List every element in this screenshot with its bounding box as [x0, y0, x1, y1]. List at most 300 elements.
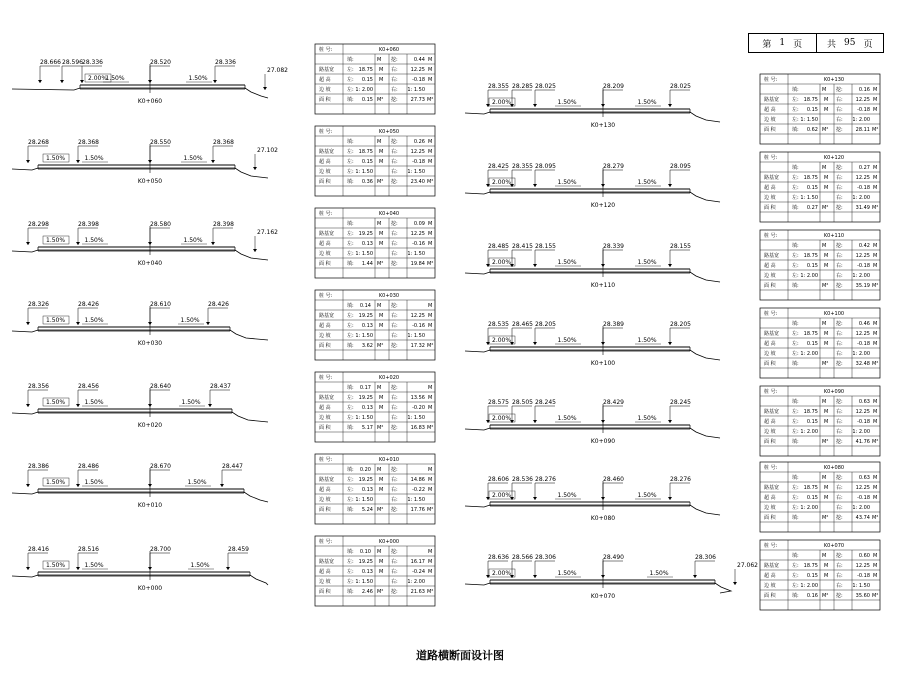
table-superelevation-right: -0.18 — [412, 159, 425, 165]
elevation-label: 28.456 — [78, 383, 99, 390]
table-cut-value: 0.44 — [413, 57, 425, 63]
grade-left-label: 1.50% — [46, 479, 66, 486]
table-left-label: 左: — [792, 341, 799, 347]
table-stake-label: 桩 号: — [764, 77, 778, 83]
station-label: K0+110 — [590, 282, 616, 289]
section-table — [760, 308, 880, 378]
table-fill-value: 0.20 — [359, 467, 371, 473]
elevation-label: 28.425 — [488, 163, 509, 170]
table-side-slope-label: 边 坡 — [764, 273, 776, 279]
elevation-label: 28.245 — [535, 399, 556, 406]
table-superelevation-label: 超 高 — [319, 77, 331, 83]
table-roadbed-left: 18.75 — [358, 149, 373, 155]
ground-line — [465, 192, 720, 202]
grade-left-label: 2.00% — [492, 415, 512, 422]
table-right-label: 右: — [836, 273, 843, 279]
table-cut-label: 挖: — [836, 553, 843, 559]
table-side-slope-label: 边 坡 — [319, 251, 331, 257]
grade-right-label: 1.50% — [637, 179, 657, 186]
table-side-slope-right: 1: 1.50 — [407, 87, 425, 93]
table-side-slope-left: 1: 2.00 — [800, 273, 818, 279]
table-unit: M — [377, 221, 382, 227]
page-prefix: 第 — [762, 39, 772, 50]
elevation-arrow — [76, 160, 80, 163]
table-left-label: 左: — [792, 419, 799, 425]
table-stake-value: K0+010 — [378, 457, 400, 463]
elevation-label: 28.610 — [150, 301, 171, 308]
table-unit: M — [824, 485, 829, 491]
table-right-label: 右: — [836, 351, 843, 357]
table-area-fill: 0.16 — [806, 593, 818, 599]
elevation-label: 28.368 — [213, 139, 234, 146]
table-unit: M — [428, 313, 433, 319]
table-superelevation-right: -0.18 — [857, 263, 870, 269]
cross-section-k0-100 — [465, 321, 720, 367]
elevation-label: 28.490 — [603, 554, 624, 561]
table-right-label: 右: — [836, 195, 843, 201]
table-left-label: 左: — [792, 351, 799, 357]
table-area-fill: 1.44 — [361, 261, 373, 267]
table-cut-label: 挖: — [391, 179, 398, 185]
elevation-arrow — [211, 242, 215, 245]
elevation-label: 28.336 — [215, 59, 236, 66]
table-unit: M — [428, 385, 433, 391]
table-right-label: 右: — [836, 263, 843, 269]
table-superelevation-left: 0.15 — [361, 77, 373, 83]
table-area-fill: 0.62 — [806, 127, 818, 133]
table-area-cut: 43.74 — [855, 515, 870, 521]
station-label: K0+090 — [590, 438, 616, 445]
table-right-label: 右: — [391, 323, 398, 329]
elevation-label: 28.575 — [488, 399, 509, 406]
table-stake-value: K0+060 — [378, 47, 400, 53]
table-fill-label: 填: — [792, 87, 799, 93]
table-area-label: 面 积 — [319, 179, 331, 185]
table-unit: M — [377, 467, 382, 473]
elevation-arrow — [26, 484, 30, 487]
table-cut-label: 挖: — [391, 97, 398, 103]
table-side-slope-left: 1: 1.50 — [355, 251, 373, 257]
ground-line — [465, 583, 731, 593]
table-unit: M — [824, 563, 829, 569]
table-roadbed-right: 12.25 — [855, 175, 870, 181]
table-left-label: 左: — [347, 559, 354, 565]
elevation-arrow — [26, 242, 30, 245]
table-superelevation-left: 0.13 — [361, 487, 373, 493]
elevation-arrow — [668, 104, 672, 107]
elevation-arrow — [668, 342, 672, 345]
table-fill-label: 填: — [792, 361, 799, 367]
elevation-label: 28.416 — [28, 546, 49, 553]
elevation-label: 28.666 — [40, 59, 61, 66]
table-right-label: 右: — [836, 331, 843, 337]
table-side-slope-label: 边 坡 — [764, 117, 776, 123]
table-superelevation-left: 0.15 — [806, 185, 818, 191]
table-unit: M² — [427, 97, 434, 103]
table-unit: M — [428, 487, 433, 493]
table-roadbed-left: 19.25 — [358, 477, 373, 483]
table-unit: M² — [822, 283, 829, 289]
elevation-arrow — [601, 184, 605, 187]
elevation-arrow — [148, 242, 152, 245]
table-roadbed-label: 路基宽 — [319, 313, 335, 319]
elevation-arrow — [148, 404, 152, 407]
table-right-label: 右: — [391, 87, 398, 93]
table-unit: M — [428, 159, 433, 165]
table-stake-value: K0+120 — [823, 155, 845, 161]
table-unit: M² — [872, 515, 879, 521]
station-label: K0+060 — [137, 98, 163, 105]
table-unit: M — [824, 341, 829, 347]
table-left-label: 左: — [347, 405, 354, 411]
grade-mid-label: 1.50% — [84, 562, 104, 569]
table-unit: M — [822, 475, 827, 481]
table-area-label: 面 积 — [319, 425, 331, 431]
table-fill-label: 填: — [347, 139, 354, 145]
table-superelevation-label: 超 高 — [319, 569, 331, 575]
table-area-label: 面 积 — [319, 97, 331, 103]
page-indicator — [748, 33, 884, 53]
table-roadbed-right: 12.25 — [855, 97, 870, 103]
table-unit: M — [379, 159, 384, 165]
elevation-arrow — [693, 575, 697, 578]
elevation-arrow — [533, 497, 537, 500]
table-cut-label: 挖: — [836, 593, 843, 599]
table-roadbed-label: 路基宽 — [319, 67, 335, 73]
table-superelevation-left: 0.15 — [806, 573, 818, 579]
table-unit: M — [873, 495, 878, 501]
elevation-label: 28.355 — [488, 83, 509, 90]
table-roadbed-left: 19.25 — [358, 231, 373, 237]
table-unit: M — [428, 77, 433, 83]
grade-left-label: 2.00% — [492, 570, 512, 577]
cross-section-k0-090 — [465, 399, 720, 445]
table-right-label: 右: — [391, 67, 398, 73]
table-side-slope-label: 边 坡 — [319, 497, 331, 503]
table-right-label: 右: — [836, 97, 843, 103]
table-fill-label: 填: — [792, 283, 799, 289]
table-stake-value: K0+090 — [823, 389, 845, 395]
table-superelevation-left: 0.15 — [806, 495, 818, 501]
elevation-arrow — [148, 567, 152, 570]
table-stake-value: K0+050 — [378, 129, 400, 135]
table-unit: M² — [427, 179, 434, 185]
table-side-slope-right: 1: 2.00 — [852, 351, 870, 357]
station-label: K0+010 — [137, 502, 163, 509]
cross-section-k0-020 — [12, 383, 268, 429]
table-left-label: 左: — [347, 251, 354, 257]
elevation-label: 28.415 — [512, 243, 533, 250]
table-unit: M — [873, 553, 878, 559]
section-table — [760, 462, 880, 532]
elevation-arrow — [601, 420, 605, 423]
table-roadbed-left: 18.75 — [803, 97, 818, 103]
table-fill-label: 填: — [792, 205, 799, 211]
elevation-arrow — [486, 420, 490, 423]
table-fill-label: 填: — [792, 243, 799, 249]
table-roadbed-right: 12.25 — [855, 253, 870, 259]
table-fill-label: 填: — [347, 549, 354, 555]
table-left-label: 左: — [347, 149, 354, 155]
far-elevation-arrow — [733, 582, 737, 585]
table-unit: M² — [872, 361, 879, 367]
table-fill-label: 填: — [792, 515, 799, 521]
table-left-label: 左: — [347, 579, 354, 585]
table-cut-value: 0.42 — [858, 243, 870, 249]
table-superelevation-label: 超 高 — [764, 419, 776, 425]
table-roadbed-left: 18.75 — [803, 485, 818, 491]
table-right-label: 右: — [836, 185, 843, 191]
table-unit: M² — [822, 361, 829, 367]
table-fill-label: 填: — [347, 57, 354, 63]
table-unit: M — [824, 495, 829, 501]
elevation-label: 28.550 — [150, 139, 171, 146]
table-cut-label: 挖: — [836, 475, 843, 481]
table-cut-label: 挖: — [836, 399, 843, 405]
table-fill-label: 填: — [347, 261, 354, 267]
table-area-cut: 17.32 — [410, 343, 425, 349]
table-side-slope-left: 1: 1.50 — [355, 169, 373, 175]
table-right-label: 右: — [391, 497, 398, 503]
table-side-slope-label: 边 坡 — [319, 87, 331, 93]
table-unit: M — [873, 409, 878, 415]
table-roadbed-left: 18.75 — [803, 331, 818, 337]
elevation-label: 28.306 — [695, 554, 716, 561]
table-area-cut: 21.63 — [410, 589, 425, 595]
grade-mid-label: 1.50% — [84, 317, 104, 324]
table-side-slope-left: 1: 2.00 — [800, 505, 818, 511]
station-label: K0+020 — [137, 422, 163, 429]
table-unit: M — [377, 139, 382, 145]
elevation-label: 28.426 — [78, 301, 99, 308]
table-superelevation-right: -0.18 — [857, 107, 870, 113]
table-superelevation-right: -0.24 — [412, 569, 425, 575]
ground-line — [465, 350, 720, 360]
elevation-label: 28.447 — [222, 463, 243, 470]
table-left-label: 左: — [347, 77, 354, 83]
table-area-label: 面 积 — [764, 205, 776, 211]
table-unit: M² — [377, 261, 384, 267]
grade-mid-label: 1.50% — [557, 99, 577, 106]
table-left-label: 左: — [792, 409, 799, 415]
table-left-label: 左: — [347, 395, 354, 401]
table-cut-value: 0.63 — [858, 475, 870, 481]
table-roadbed-label: 路基宽 — [764, 563, 780, 569]
table-cut-value: 0.46 — [858, 321, 870, 327]
table-area-label: 面 积 — [764, 127, 776, 133]
table-unit: M — [873, 419, 878, 425]
table-roadbed-right: 12.25 — [855, 563, 870, 569]
table-cut-value: 0.60 — [858, 553, 870, 559]
elevation-label: 28.700 — [150, 546, 171, 553]
table-area-cut: 28.11 — [855, 127, 870, 133]
far-elevation-arrow — [253, 167, 257, 170]
total-pages: 95 — [844, 38, 856, 48]
table-fill-label: 填: — [347, 467, 354, 473]
table-right-label: 右: — [836, 419, 843, 425]
table-unit: M — [822, 321, 827, 327]
table-unit: M — [379, 313, 384, 319]
station-label: K0+050 — [137, 178, 163, 185]
station-label: K0+030 — [137, 340, 163, 347]
elevation-label: 28.485 — [488, 243, 509, 250]
table-unit: M — [873, 331, 878, 337]
table-right-label: 右: — [836, 117, 843, 123]
station-label: K0+070 — [590, 593, 616, 600]
table-area-cut: 16.83 — [410, 425, 425, 431]
table-fill-label: 填: — [347, 425, 354, 431]
table-right-label: 右: — [391, 569, 398, 575]
grade-mid-label: 1.50% — [105, 75, 125, 82]
ground-line — [12, 250, 268, 260]
elevation-arrow — [533, 184, 537, 187]
table-right-label: 右: — [391, 77, 398, 83]
elevation-label: 28.356 — [28, 383, 49, 390]
elevation-label: 28.025 — [670, 83, 691, 90]
elevation-label: 28.095 — [535, 163, 556, 170]
table-unit: M — [379, 569, 384, 575]
table-area-cut: 41.76 — [855, 439, 870, 445]
table-area-cut: 19.84 — [410, 261, 425, 267]
table-area-cut: 32.48 — [855, 361, 870, 367]
table-fill-label: 填: — [792, 593, 799, 599]
elevation-arrow — [76, 242, 80, 245]
table-fill-label: 填: — [347, 507, 354, 513]
elevation-arrow — [668, 420, 672, 423]
elevation-arrow — [76, 567, 80, 570]
table-side-slope-right: 1: 1.50 — [407, 415, 425, 421]
table-side-slope-right: 1: 2.00 — [852, 195, 870, 201]
elevation-label: 28.276 — [670, 476, 691, 483]
table-cut-value: 0.09 — [413, 221, 425, 227]
section-table — [315, 454, 435, 524]
table-unit: M — [428, 149, 433, 155]
table-unit: M² — [377, 425, 384, 431]
table-stake-label: 桩 号: — [319, 47, 333, 53]
table-unit: M — [824, 263, 829, 269]
ground-line — [12, 575, 268, 585]
elevation-label: 28.429 — [603, 399, 624, 406]
table-stake-value: K0+110 — [823, 233, 845, 239]
table-unit: M — [379, 231, 384, 237]
ground-line — [12, 492, 268, 502]
table-superelevation-label: 超 高 — [319, 159, 331, 165]
elevation-arrow — [668, 264, 672, 267]
table-left-label: 左: — [792, 263, 799, 269]
elevation-arrow — [533, 342, 537, 345]
table-roadbed-label: 路基宽 — [764, 331, 780, 337]
table-cut-label: 挖: — [836, 515, 843, 521]
table-superelevation-label: 超 高 — [764, 185, 776, 191]
table-area-cut: 35.19 — [855, 283, 870, 289]
table-unit: M — [873, 243, 878, 249]
table-right-label: 右: — [391, 313, 398, 319]
table-cut-label: 挖: — [391, 343, 398, 349]
table-stake-value: K0+030 — [378, 293, 400, 299]
table-right-label: 右: — [836, 485, 843, 491]
table-side-slope-left: 1: 2.00 — [355, 87, 373, 93]
table-right-label: 右: — [836, 175, 843, 181]
table-cut-label: 挖: — [391, 221, 398, 227]
table-unit: M — [873, 107, 878, 113]
table-fill-label: 填: — [347, 97, 354, 103]
table-roadbed-left: 18.75 — [358, 67, 373, 73]
elevation-label: 28.566 — [512, 554, 533, 561]
table-unit: M — [428, 569, 433, 575]
table-unit: M — [873, 185, 878, 191]
table-unit: M — [428, 139, 433, 145]
drawing-title — [0, 647, 900, 663]
table-unit: M — [428, 221, 433, 227]
elevation-label: 28.276 — [535, 476, 556, 483]
elevation-label: 28.536 — [512, 476, 533, 483]
table-unit: M — [824, 185, 829, 191]
table-area-label: 面 积 — [764, 361, 776, 367]
table-fill-label: 填: — [792, 127, 799, 133]
elevation-arrow — [668, 184, 672, 187]
table-unit: M — [873, 263, 878, 269]
table-unit: M — [377, 549, 382, 555]
table-right-label: 右: — [391, 149, 398, 155]
table-right-label: 右: — [391, 241, 398, 247]
table-superelevation-right: -0.16 — [412, 241, 425, 247]
section-table — [760, 74, 880, 144]
grade-mid-label: 1.50% — [557, 337, 577, 344]
table-side-slope-left: 1: 1.50 — [800, 117, 818, 123]
elevation-label: 28.636 — [488, 554, 509, 561]
table-unit: M — [824, 331, 829, 337]
table-cut-value: 0.27 — [858, 165, 870, 171]
table-roadbed-left: 19.25 — [358, 395, 373, 401]
table-left-label: 左: — [347, 569, 354, 575]
table-roadbed-label: 路基宽 — [764, 97, 780, 103]
cross-section-k0-130 — [465, 83, 720, 129]
ground-line — [465, 505, 720, 515]
table-superelevation-label: 超 高 — [764, 107, 776, 113]
table-area-cut: 23.40 — [410, 179, 425, 185]
table-cut-label: 挖: — [391, 303, 398, 309]
table-left-label: 左: — [347, 241, 354, 247]
grade-right-label: 1.50% — [190, 562, 210, 569]
table-unit: M — [379, 477, 384, 483]
table-roadbed-left: 18.75 — [803, 409, 818, 415]
table-unit: M — [822, 243, 827, 249]
elevation-label: 28.640 — [150, 383, 171, 390]
table-roadbed-label: 路基宽 — [319, 477, 335, 483]
table-side-slope-left: 1: 1.50 — [800, 195, 818, 201]
far-elevation-label: 27.062 — [737, 562, 758, 569]
elevation-arrow — [486, 264, 490, 267]
table-unit: M — [824, 409, 829, 415]
elevation-arrow — [486, 184, 490, 187]
table-unit: M — [822, 553, 827, 559]
table-superelevation-label: 超 高 — [764, 573, 776, 579]
table-side-slope-left: 1: 2.00 — [800, 583, 818, 589]
table-unit: M² — [427, 425, 434, 431]
table-right-label: 右: — [391, 169, 398, 175]
elevation-label: 28.459 — [228, 546, 249, 553]
table-left-label: 左: — [792, 185, 799, 191]
table-unit: M — [428, 303, 433, 309]
table-right-label: 右: — [836, 253, 843, 259]
table-cut-label: 挖: — [391, 589, 398, 595]
table-stake-value: K0+130 — [823, 77, 845, 83]
far-elevation-label: 27.162 — [257, 229, 278, 236]
table-left-label: 左: — [792, 97, 799, 103]
table-side-slope-label: 边 坡 — [764, 505, 776, 511]
elevation-arrow — [206, 322, 210, 325]
table-roadbed-label: 路基宽 — [319, 395, 335, 401]
